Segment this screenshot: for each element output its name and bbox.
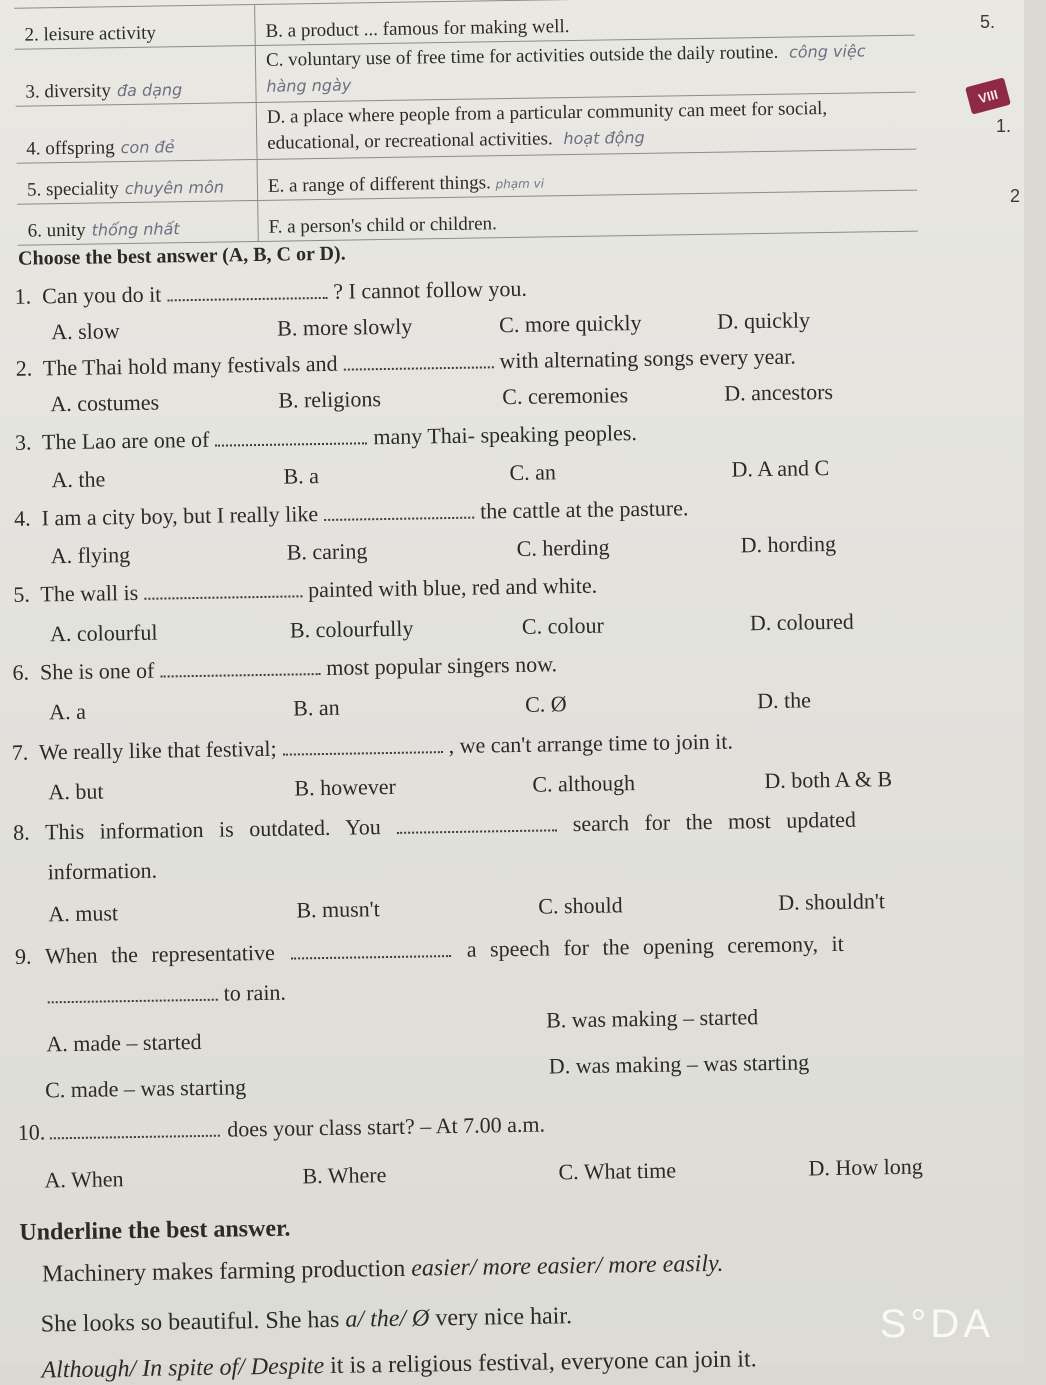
term-text: 3. diversity: [25, 80, 112, 103]
answer-blank[interactable]: [144, 581, 302, 599]
question-text: search for the most updated: [572, 806, 857, 837]
question-number: 7.: [11, 739, 29, 765]
option-b[interactable]: B. a: [283, 463, 320, 489]
question-text: When the representative: [44, 939, 275, 969]
question-6: [12, 651, 557, 686]
question-8-continued: information.: [47, 857, 158, 885]
answer-choices[interactable]: Although/ In spite of/ Despite: [41, 1353, 325, 1384]
answer-blank[interactable]: [160, 659, 320, 678]
question-10: [18, 1112, 546, 1146]
option-d[interactable]: D. A and C: [731, 455, 830, 482]
option-b[interactable]: B. however: [294, 773, 397, 801]
option-a[interactable]: A. must: [48, 900, 119, 927]
definition-text: C. voluntary use of free time for activities outside the daily routine.: [265, 41, 779, 71]
answer-blank[interactable]: [48, 985, 218, 1004]
option-c[interactable]: C. colour: [521, 612, 604, 639]
margin-number: 2: [1010, 186, 1021, 206]
answer-blank[interactable]: [167, 283, 327, 302]
app-watermark: S°DA: [879, 1302, 994, 1346]
question-text: a speech for the opening ceremony, it: [466, 930, 844, 962]
question-5: [13, 573, 597, 608]
question-text: , we can't arrange time to join it.: [448, 728, 734, 759]
option-c[interactable]: C. ceremonies: [502, 382, 629, 410]
question-text: many Thai- speaking peoples.: [373, 420, 638, 450]
question-text: We really like that festival;: [38, 735, 277, 765]
section-badge: VIII: [965, 77, 1011, 114]
question-number: 9.: [14, 943, 32, 969]
answer-blank[interactable]: [324, 503, 474, 521]
question-text: ? I cannot follow you.: [333, 275, 528, 304]
option-a[interactable]: A. the: [51, 466, 106, 493]
question-number: 2.: [15, 355, 33, 381]
question-text: I am a city boy, but I really like: [41, 501, 319, 531]
option-a[interactable]: A. colourful: [49, 619, 158, 647]
option-b[interactable]: B. musn't: [296, 896, 380, 923]
question-1: [14, 276, 527, 310]
question-9-continued: [47, 980, 286, 1010]
term-text: 4. offspring: [26, 137, 115, 160]
question-text: The Lao are one of: [41, 426, 210, 455]
question-text: to rain.: [223, 979, 287, 1006]
answer-blank[interactable]: [397, 815, 557, 834]
option-a[interactable]: A. slow: [51, 318, 120, 345]
answer-blank[interactable]: [343, 352, 493, 370]
matching-table: [14, 0, 918, 246]
question-number: 10.: [17, 1119, 46, 1145]
question-number: 4.: [13, 505, 31, 531]
option-a[interactable]: A. made – started: [46, 1028, 202, 1057]
option-c[interactable]: C. Ø: [524, 691, 567, 717]
answer-blank[interactable]: [49, 1121, 219, 1140]
option-d[interactable]: D. the: [756, 687, 812, 714]
option-a[interactable]: A. a: [48, 698, 87, 725]
section-heading-choose: Choose the best answer (A, B, C or D).: [17, 242, 346, 270]
option-d[interactable]: D. quickly: [716, 307, 811, 334]
question-number: 5.: [13, 581, 31, 607]
question-text: The Thai hold many festivals and: [42, 350, 338, 381]
option-a[interactable]: A. When: [44, 1166, 124, 1193]
handwritten-note: thống nhất: [91, 219, 180, 240]
option-c[interactable]: C. an: [509, 459, 557, 486]
option-b[interactable]: B. was making – started: [545, 1004, 759, 1033]
handwritten-note: phạm vi: [495, 176, 545, 192]
section-heading-underline: Underline the best answer.: [19, 1215, 291, 1246]
question-number: 8.: [12, 819, 30, 845]
answer-blank[interactable]: [215, 428, 367, 446]
option-b[interactable]: B. colourfully: [289, 615, 414, 643]
option-c[interactable]: C. herding: [516, 534, 610, 561]
answer-blank[interactable]: [282, 737, 442, 756]
option-a[interactable]: A. flying: [50, 542, 131, 569]
option-d[interactable]: D. coloured: [749, 608, 854, 636]
option-d[interactable]: D. both A & B: [764, 766, 893, 794]
question-2: [16, 344, 796, 382]
underline-item-3: Although/ In spite of/ Despite it is a religious festival, everyone can join it.: [41, 1346, 757, 1384]
answer-choices[interactable]: a/ the/ Ø: [345, 1305, 430, 1333]
option-a[interactable]: A. but: [48, 778, 104, 805]
question-text: does your class start? – At 7.00 a.m.: [227, 1111, 546, 1142]
option-d[interactable]: D. shouldn't: [778, 888, 886, 915]
question-text: The wall is: [40, 579, 139, 607]
margin-number: 5.: [980, 12, 996, 32]
option-b[interactable]: B. an: [292, 694, 340, 721]
option-b[interactable]: B. Where: [302, 1162, 387, 1189]
question-text: This information is outdated. You: [44, 814, 382, 845]
option-d[interactable]: D. How long: [808, 1153, 923, 1181]
option-b[interactable]: B. caring: [286, 538, 368, 565]
question-text: painted with blue, red and white.: [307, 572, 598, 603]
option-d[interactable]: D. ancestors: [724, 378, 834, 406]
question-8: [13, 807, 856, 846]
question-number: 1.: [14, 283, 32, 309]
question-3: [15, 420, 637, 456]
option-c[interactable]: C. more quickly: [498, 309, 642, 338]
term-text: 2. leisure activity: [24, 22, 157, 46]
underline-item-2: She looks so beautiful. She has a/ the/ Ø very nice hair.: [40, 1303, 573, 1338]
question-text: most popular singers now.: [326, 651, 558, 680]
term-text: 6. unity: [27, 219, 86, 242]
handwritten-note: đa dạng: [116, 80, 183, 101]
option-c[interactable]: C. made – was starting: [44, 1074, 247, 1103]
option-c[interactable]: C. should: [538, 892, 623, 919]
handwritten-note: chuyên môn: [124, 177, 225, 199]
handwritten-note: con đẻ: [120, 137, 175, 158]
option-c[interactable]: C. What time: [558, 1157, 677, 1185]
question-4: [14, 495, 689, 532]
question-text: Can you do it: [41, 281, 162, 309]
question-9: [15, 931, 844, 970]
question-number: 6.: [12, 659, 30, 685]
option-a[interactable]: A. costumes: [50, 389, 160, 417]
question-number: 3.: [14, 429, 32, 455]
option-b[interactable]: B. more slowly: [276, 313, 413, 341]
margin-number: 1.: [996, 116, 1012, 136]
question-text: with alternating songs every year.: [499, 343, 797, 374]
definition-text: F. a person's child or children.: [268, 213, 498, 238]
definition-text: B. a product ... famous for making well.: [265, 16, 570, 42]
handwritten-note: công việc hàng ngày: [266, 41, 866, 96]
answer-blank[interactable]: [291, 941, 451, 960]
question-text: the cattle at the pasture.: [479, 495, 689, 524]
handwritten-note: hoạt động: [563, 127, 645, 149]
definition-text: E. a range of different things.: [267, 172, 491, 197]
term-text: 5. speciality: [26, 178, 119, 201]
question-text: She is one of: [39, 657, 155, 685]
option-d[interactable]: D. was making – was starting: [548, 1049, 810, 1079]
underline-item-1: Machinery makes farming production easier/ more easier/ more easily.: [41, 1250, 724, 1288]
question-7: [12, 729, 734, 766]
option-d[interactable]: D. hording: [740, 530, 837, 558]
option-c[interactable]: C. although: [532, 770, 636, 797]
definition-text: D. a place where people from a particular community can meet for social, educational, or recreational activities.: [266, 98, 828, 154]
option-b[interactable]: B. religions: [278, 386, 382, 413]
answer-choices[interactable]: easier/ more easier/ more easily.: [411, 1250, 724, 1282]
